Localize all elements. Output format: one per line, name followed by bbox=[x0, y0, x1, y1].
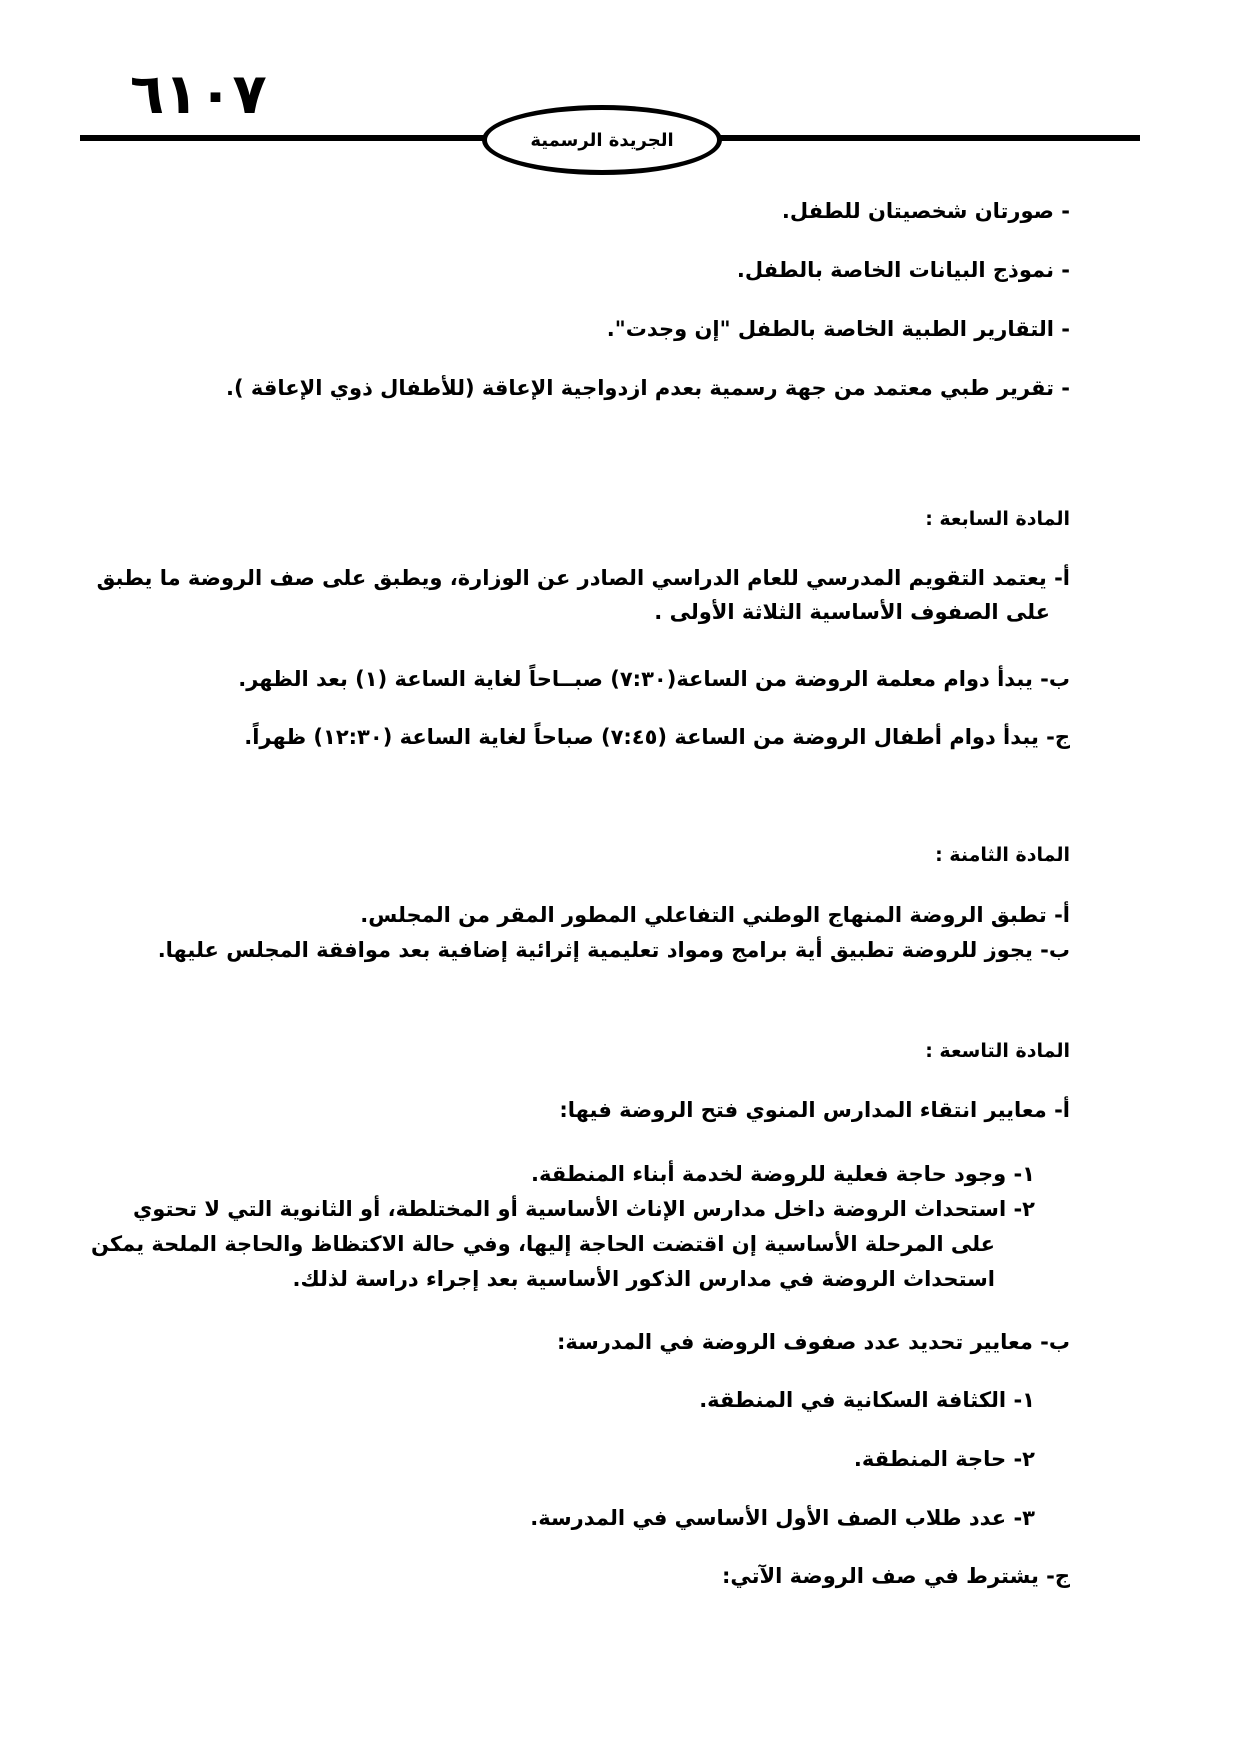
article9-a-item-2-line1: ٢- استحداث الروضة داخل مدارس الإناث الأساسية أو المختلطة، أو الثانوية التي لا تحتوي bbox=[133, 1197, 1035, 1221]
article7-clause-b: ب- يبدأ دوام معلمة الروضة من الساعة(٧:٣٠) صبــاحاً لغاية الساعة (١) بعد الظهر. bbox=[238, 667, 1070, 691]
article8-heading: المادة الثامنة : bbox=[935, 844, 1070, 866]
article9-b-item-3: ٣- عدد طلاب الصف الأول الأساسي في المدرسة. bbox=[530, 1506, 1035, 1530]
article9-a-item-2-line3: استحداث الروضة في مدارس الذكور الأساسية بعد إجراء دراسة لذلك. bbox=[292, 1267, 995, 1291]
requirement-item: - التقارير الطبية الخاصة بالطفل "إن وجدت". bbox=[606, 317, 1070, 341]
article7-clause-a-line2: على الصفوف الأساسية الثلاثة الأولى . bbox=[654, 600, 1050, 624]
article7-clause-a-line1: أ- يعتمد التقويم المدرسي للعام الدراسي الصادر عن الوزارة، ويطبق على صف الروضة ما يطبق bbox=[96, 566, 1070, 590]
article9-clause-a-title: أ- معايير انتقاء المدارس المنوي فتح الروضة فيها: bbox=[559, 1098, 1070, 1122]
page-number: ٦١٠٧ bbox=[130, 62, 267, 127]
requirement-item: - صورتان شخصيتان للطفل. bbox=[781, 199, 1070, 223]
article9-a-item-1: ١- وجود حاجة فعلية للروضة لخدمة أبناء المنطقة. bbox=[530, 1162, 1035, 1186]
article9-b-item-2: ٢- حاجة المنطقة. bbox=[853, 1447, 1035, 1471]
article7-clause-c: ج- يبدأ دوام أطفال الروضة من الساعة (٧:٤٥) صباحاً لغاية الساعة (١٢:٣٠) ظهراً. bbox=[244, 725, 1070, 749]
article9-b-item-1: ١- الكثافة السكانية في المنطقة. bbox=[699, 1388, 1035, 1412]
article9-clause-b-title: ب- معايير تحديد عدد صفوف الروضة في المدرسة: bbox=[556, 1330, 1070, 1354]
article9-clause-c-title: ج- يشترط في صف الروضة الآتي: bbox=[722, 1564, 1070, 1588]
article8-clause-a: أ- تطبق الروضة المنهاج الوطني التفاعلي المطور المقر من المجلس. bbox=[360, 903, 1070, 927]
requirement-item: - نموذج البيانات الخاصة بالطفل. bbox=[736, 258, 1070, 282]
gazette-title: الجريدة الرسمية bbox=[530, 129, 674, 151]
article9-heading: المادة التاسعة : bbox=[925, 1040, 1070, 1062]
article8-clause-b: ب- يجوز للروضة تطبيق أية برامج ومواد تعليمية إثرائية إضافية بعد موافقة المجلس عليها. bbox=[157, 938, 1070, 962]
article9-a-item-2-line2: على المرحلة الأساسية إن اقتضت الحاجة إليها، وفي حالة الاكتظاظ والحاجة الملحة يمكن bbox=[91, 1232, 995, 1256]
requirement-item: - تقرير طبي معتمد من جهة رسمية بعدم ازدواجية الإعاقة (للأطفال ذوي الإعاقة ). bbox=[226, 376, 1070, 400]
gazette-title-oval bbox=[482, 105, 722, 175]
article7-heading: المادة السابعة : bbox=[925, 508, 1070, 530]
